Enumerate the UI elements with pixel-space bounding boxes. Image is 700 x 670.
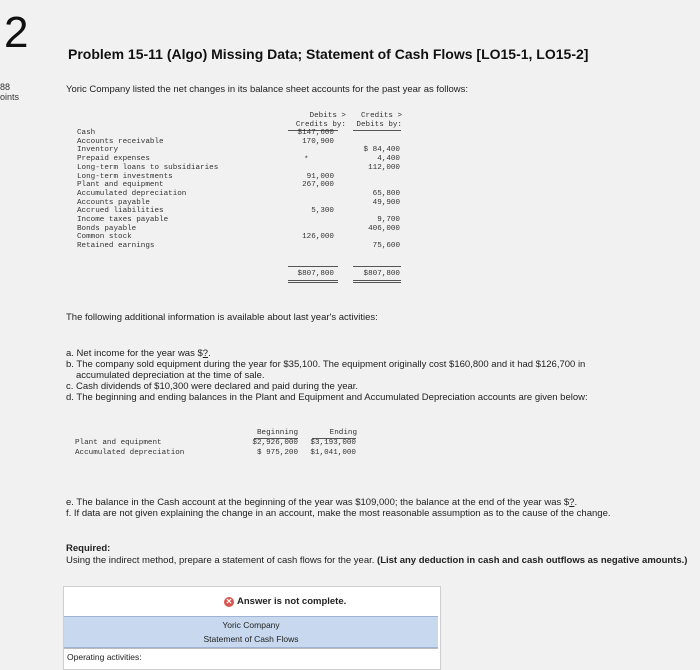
table-row: Inventory (77, 146, 119, 155)
table-cell: 5,300 (311, 207, 334, 216)
table-row: Retained earnings (77, 242, 155, 251)
operating-activities-label: Operating activities: (67, 652, 142, 662)
table-cell: 49,900 (372, 198, 400, 207)
table-note-mark: * (304, 156, 309, 164)
step-number: 2 (4, 8, 29, 57)
col1-header-2: Credits by: (295, 121, 346, 129)
statement-title: Statement of Cash Flows (203, 634, 299, 644)
answer-status (224, 596, 346, 607)
col2-header-2: Debits by: (356, 121, 402, 129)
total-col1: $807,800 (297, 270, 334, 278)
required-text: Using the indirect method, prepare a statement of cash flows for the year. (66, 555, 375, 566)
table-cell: $147,600 (297, 129, 334, 137)
table-cell: 406,000 (368, 224, 400, 233)
table-row: Prepaid expenses (77, 155, 150, 164)
info-e: e. The balance in the Cash account at the beginning of the year was $109,000; the balance at the end of the year was $?. (66, 497, 578, 508)
table-row: Common stock (77, 233, 132, 242)
table-cell: 267,000 (302, 181, 334, 190)
begin-header: Beginning (256, 429, 298, 437)
total-col2: $807,800 (363, 270, 400, 278)
table-cell: 126,000 (302, 233, 334, 242)
table-row: Plant and equipment (75, 439, 162, 447)
statement-header (64, 616, 438, 648)
table-cell: 9,700 (377, 216, 400, 224)
table-row: Long-term loans to subsidiaries (77, 163, 219, 172)
balance-changes-table (0, 0, 700, 300)
required-note: (List any deduction in cash and cash outflows as negative amounts.) (377, 555, 688, 566)
table-cell: 91,000 (306, 172, 334, 181)
intro-text: Yoric Company listed the net changes in its balance sheet accounts for the past year as follows: (66, 84, 469, 95)
col2-header-1: Credits > (360, 112, 402, 120)
info-b: b. The company sold equipment during the year for $35,100. The equipment originally cost $160,800 and it had $126,700 in (66, 359, 586, 370)
table-row: Accumulated depreciation (75, 449, 185, 457)
operating-activities-row[interactable] (64, 648, 438, 669)
net-income-blank: ? (202, 348, 209, 359)
info-b-cont: accumulated depreciation at the time of sale. (76, 370, 265, 381)
info-f: f. If data are not given explaining the change in an account, make the most reasonable assumption as to the cause of the change. (66, 508, 611, 519)
table-cell: 4,400 (377, 155, 400, 164)
table-cell: $2,926,000 (252, 439, 298, 447)
table-row: Bonds payable (77, 224, 137, 233)
table-row: Accrued liabilities (77, 207, 164, 216)
points-label: oints (0, 92, 20, 102)
answer-status-text: Answer is not complete. (237, 596, 347, 607)
table-row: Income taxes payable (77, 216, 169, 224)
problem-title: Problem 15-11 (Algo) Missing Data; Statement of Cash Flows [LO15-1, LO15-2] (68, 46, 589, 62)
table-cell: $ 975,200 (256, 449, 298, 457)
additional-info-intro: The following additional information is available about last year's activities: (66, 312, 378, 323)
table-row: Accumulated depreciation (77, 189, 187, 198)
info-c: c. Cash dividends of $10,300 were declared and paid during the year. (66, 381, 359, 392)
table-row: Plant and equipment (77, 181, 164, 190)
cash-ending-blank: ? (569, 497, 575, 508)
table-cell: 170,900 (302, 137, 334, 146)
table-cell: $3,193,000 (310, 439, 356, 447)
required-section (66, 543, 696, 567)
end-header: Ending (329, 429, 357, 437)
table-row: Cash (77, 129, 96, 137)
table-cell: $ 84,400 (363, 146, 400, 155)
col1-header-1: Debits > (309, 112, 346, 120)
table-cell: 112,000 (368, 163, 400, 172)
table-cell: $1,041,000 (310, 449, 356, 457)
company-name: Yoric Company (222, 620, 280, 630)
table-cell: 65,800 (372, 189, 400, 198)
table-row: Long-term investments (77, 172, 173, 181)
points-value: 88 (0, 82, 11, 92)
required-label: Required: (66, 543, 111, 554)
info-list (66, 348, 686, 403)
table-row: Accounts payable (77, 198, 150, 207)
table-row: Accounts receivable (77, 137, 164, 146)
error-x-icon: ✕ (225, 596, 233, 606)
table-cell: 75,600 (372, 242, 400, 251)
info-d: d. The beginning and ending balances in the Plant and Equipment and Accumulated Depreciation accounts are given below: (66, 392, 588, 403)
info-a: a. Net income for the year was $?. (66, 348, 211, 359)
